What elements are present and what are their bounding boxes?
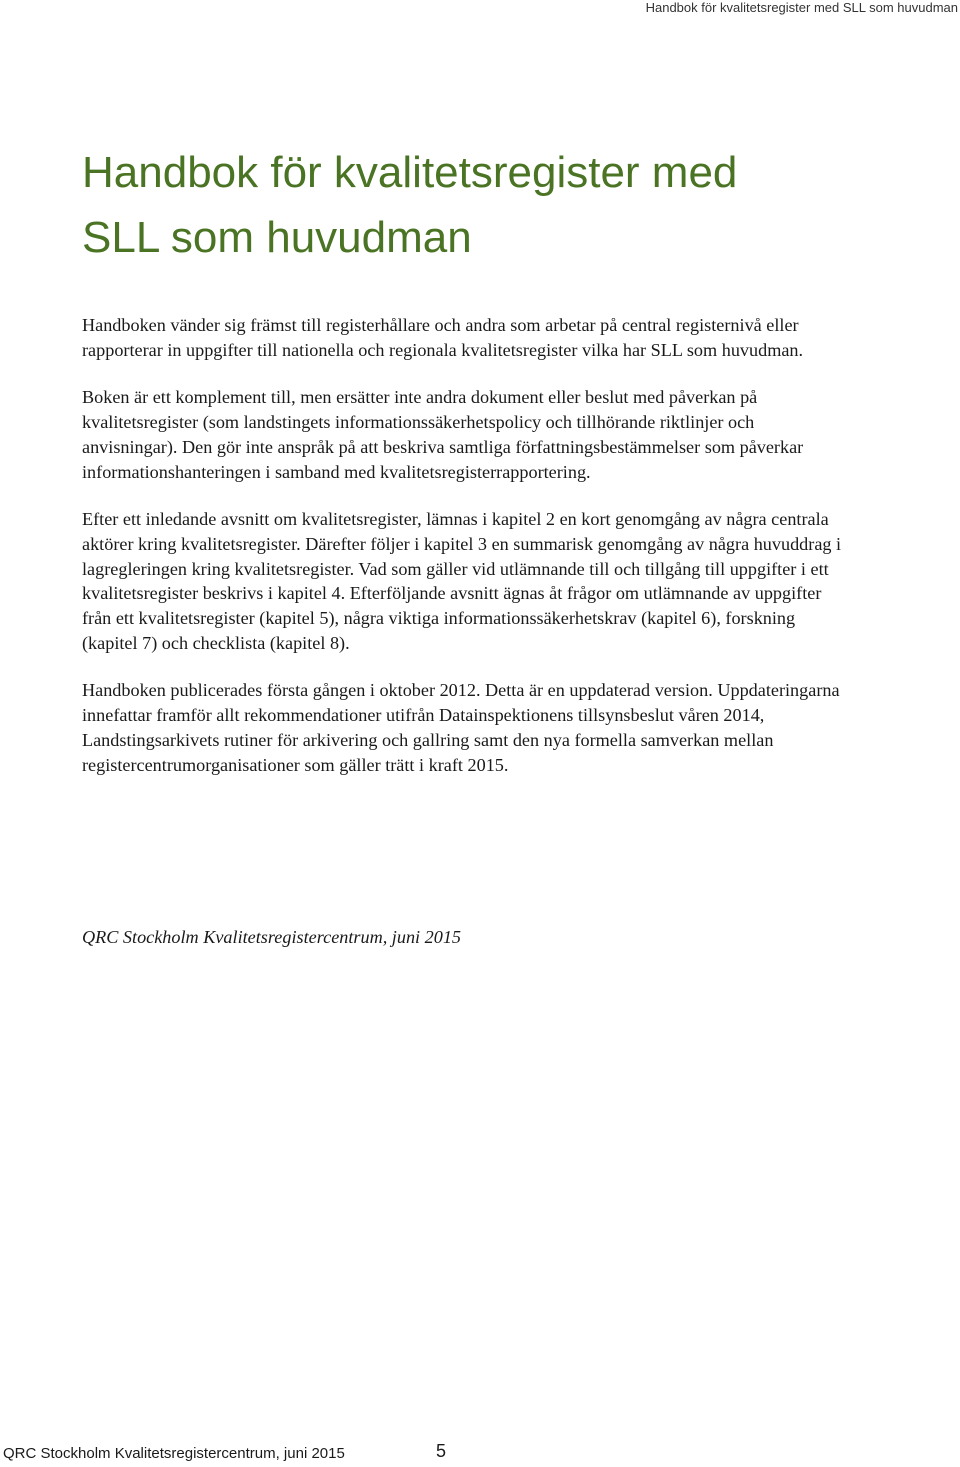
page-title-line-2: SLL som huvudman	[82, 213, 472, 262]
page-number: 5	[436, 1441, 447, 1461]
paragraph-intro: Handboken vänder sig främst till registerhållare och andra som arbetar på central registernivå eller rapporterar in uppgifter till nationella och regionala kvalitetsregister vilka har SLL som huvudman.	[82, 315, 804, 360]
running-header: Handbok för kvalitetsregister med SLL som huvudman	[645, 0, 958, 15]
paragraph-scope: Boken är ett komplement till, men ersätter inte andra dokument eller beslut med påverkan på kvalitetsregister (som landstingets informationssäkerhetspolicy och tillhörande riktlinjer och anvisningar). Den gör inte anspråk på att beskriva samtliga författningsbestämmelser som påverkar informationshanteringen i samband med kvalitetsregisterrapportering.	[82, 387, 804, 482]
page-title-line-1: Handbok för kvalitetsregister med	[82, 148, 738, 197]
page-title	[82, 140, 737, 270]
body-text	[82, 313, 842, 800]
paragraph-update: Handboken publicerades första gången i oktober 2012. Detta är en uppdaterad version. Uppdateringarna innefattar framför allt rekommendationer utifrån Datainspektionens tillsynsbeslut våren 2014, Landstingsarkivets rutiner för arkivering och gallring samt den nya formella samverkan mellan registercentrumorganisationer som gäller trätt i kraft 2015.	[82, 680, 840, 775]
footer-organization: QRC Stockholm Kvalitetsregistercentrum, juni 2015	[3, 1445, 345, 1462]
paragraph-contents: Efter ett inledande avsnitt om kvalitetsregister, lämnas i kapitel 2 en kort genomgång av några centrala aktörer kring kvalitetsregister. Därefter följer i kapitel 3 en summarisk genomgång av några huvuddrag i lagregleringen kring kvalitetsregister. Vad som gäller vid utlämnande till och tillgång till uppgifter i ett kvalitetsregister beskrivs i kapitel 4. Efterföljande avsnitt ägnas åt frågor om utlämnande av uppgifter från ett kvalitetsregister (kapitel 5), några viktiga informationssäkerhetskrav (kapitel 6), forskning (kapitel 7) och checklista (kapitel 8).	[82, 509, 842, 653]
signature: QRC Stockholm Kvalitetsregistercentrum, juni 2015	[82, 927, 462, 947]
